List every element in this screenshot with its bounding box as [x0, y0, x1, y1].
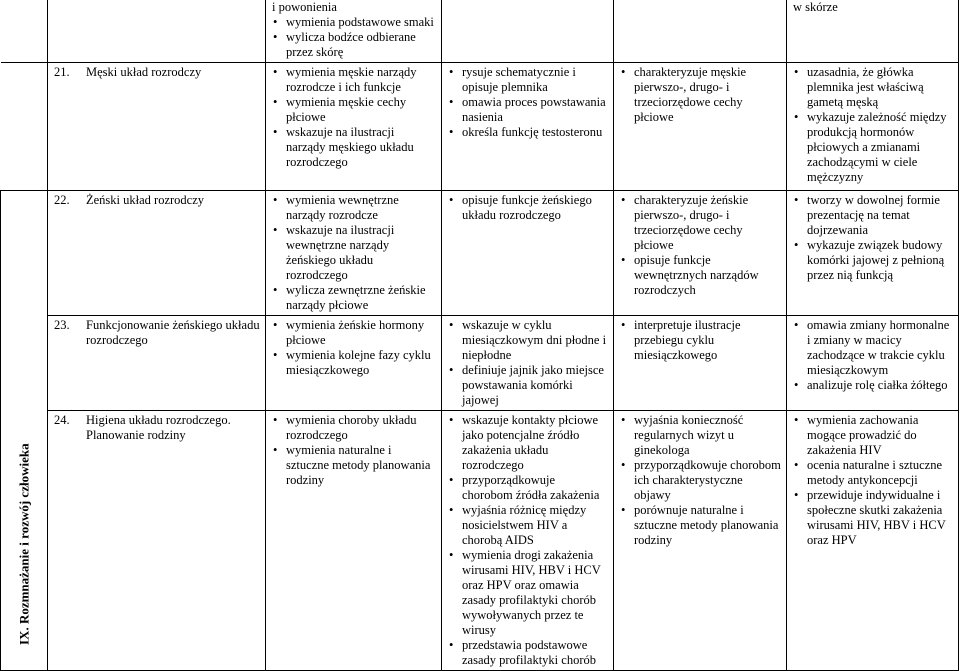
- table-row-continuation: [1, 0, 959, 63]
- list-item: • wskazuje w cyklu miesiączkowym dni płodne i niepłodne: [462, 318, 608, 363]
- requirements-extended: [442, 63, 614, 191]
- list-item: • wymienia wewnętrzne narządy rozrodcze: [286, 193, 436, 223]
- list-item: • wymienia męskie cechy płciowe: [286, 95, 436, 125]
- list-item: • opisuje funkcje wewnętrznych narządów rozrodczych: [634, 253, 781, 298]
- requirements-advanced: [614, 411, 787, 671]
- list-item: • przyporządkowuje chorobom źródła zakażenia: [462, 473, 608, 503]
- topic-cell: [48, 411, 266, 671]
- list-item: • wykazuje związek budowy komórki jajowej z pełnioną przez nią funkcją: [807, 238, 953, 283]
- requirements-basic: [266, 191, 442, 316]
- topic-number: 21.: [54, 65, 70, 79]
- list-item: • wskazuje kontakty płciowe jako potencjalne źródło zakażenia układu rozrodczego: [462, 413, 608, 473]
- table-row: [1, 316, 959, 411]
- list-item: • opisuje funkcje żeńskiego układu rozrodczego: [462, 193, 608, 223]
- list-item: • charakteryzuje męskie pierwszo-, drugo- i trzeciorzędowe cechy płciowe: [634, 65, 781, 125]
- requirements-advanced: [614, 316, 787, 411]
- requirements-basic: [266, 411, 442, 671]
- list-item: • uzasadnia, że główka plemnika jest właściwą gametą męską: [807, 65, 953, 110]
- list-item: • wymienia drogi zakażenia wirusami HIV, HBV i HCV oraz HPV oraz omawia zasady profilaktyki chorób wywoływanych przez te wirusy: [462, 548, 608, 638]
- list-item: • wymienia męskie narządy rozrodcze i ich funkcje: [286, 65, 436, 95]
- requirements-extended: [442, 316, 614, 411]
- list-item: • rysuje schematycznie i opisuje plemnika: [462, 65, 608, 95]
- continuation-text: w skórze: [793, 0, 838, 14]
- list-item: • wymienia naturalne i sztuczne metody planowania rodziny: [286, 443, 436, 488]
- topic-number: 22.: [54, 193, 70, 207]
- list-item: • wylicza zewnętrzne żeńskie narządy płciowe: [286, 283, 436, 313]
- requirements-basic: [266, 63, 442, 191]
- list-item: • ocenia naturalne i sztuczne metody antykoncepcji: [807, 458, 953, 488]
- requirements-extended: [442, 411, 614, 671]
- list-item: • wyjaśnia różnicę między nosicielstwem HIV a chorobą AIDS: [462, 503, 608, 548]
- list-item: • analizuje rolę ciałka żółtego: [807, 378, 953, 393]
- requirements-excellent: [787, 316, 959, 411]
- requirements-extended: [442, 191, 614, 316]
- list-item: • wyjaśnia konieczność regularnych wizyt u ginekologa: [634, 413, 781, 458]
- list-item: • wylicza bodźce odbierane przez skórę: [286, 30, 436, 60]
- requirements-excellent: [787, 411, 959, 671]
- list-item: • definiuje jajnik jako miejsce powstawania komórki jajowej: [462, 363, 608, 408]
- list-item: • omawia proces powstawania nasienia: [462, 95, 608, 125]
- list-item: • charakteryzuje żeńskie pierwszo-, drugo- i trzeciorzędowe cechy płciowe: [634, 193, 781, 253]
- table-row: [1, 191, 959, 316]
- topic-title: Higiena układu rozrodczego. Planowanie rodziny: [86, 413, 231, 442]
- list-item: • wymienia choroby układu rozrodczego: [286, 413, 436, 443]
- section-label: IX. Rozmnażanie i rozwój człowieka: [16, 443, 32, 645]
- section-cell: [1, 191, 48, 671]
- list-item: • wymienia żeńskie hormony płciowe: [286, 318, 436, 348]
- list-item: • omawia zmiany hormonalne i zmiany w macicy zachodzące w trakcie cyklu miesiączkowym: [807, 318, 953, 378]
- topic-cell: [48, 191, 266, 316]
- topic-number: 23.: [54, 318, 70, 332]
- requirements-basic: [266, 316, 442, 411]
- list-item: • przedstawia podstawowe zasady profilaktyki chorób: [462, 638, 608, 668]
- requirements-excellent: [787, 63, 959, 191]
- table-row: [1, 63, 959, 191]
- list-item: • wymienia kolejne fazy cyklu miesiączkowego: [286, 348, 436, 378]
- continuation-cell-c1: [266, 0, 442, 63]
- list-item: • wskazuje na ilustracji wewnętrzne narządy żeńskiego układu rozrodczego: [286, 223, 436, 283]
- topic-title: Męski układ rozrodczy: [86, 65, 202, 79]
- list-item: • przewiduje indywidualne i społeczne skutki zakażenia wirusami HIV, HBV i HCV oraz HPV: [807, 488, 953, 548]
- list-item: • wymienia podstawowe smaki: [286, 15, 436, 30]
- continuation-text: i powonienia: [272, 0, 337, 14]
- list-item: • wskazuje na ilustracji narządy męskiego układu rozrodczego: [286, 125, 436, 170]
- continuation-cell-c4: [787, 0, 959, 63]
- list-item: • określa funkcję testosteronu: [462, 125, 608, 140]
- list-item: • wymienia zachowania mogące prowadzić do zakażenia HIV: [807, 413, 953, 458]
- topic-number: 24.: [54, 413, 70, 427]
- topic-title: Funkcjonowanie żeńskiego układu rozrodczego: [86, 318, 260, 347]
- list-item: • porównuje naturalne i sztuczne metody planowania rodziny: [634, 503, 781, 548]
- list-item: • interpretuje ilustracje przebiegu cyklu miesiączkowego: [634, 318, 781, 363]
- topic-title: Żeński układ rozrodczy: [86, 193, 205, 207]
- list-item: • wykazuje zależność między produkcją hormonów płciowych a zmianami zachodzącymi w ciele mężczyzny: [807, 110, 953, 185]
- topic-cell: [48, 316, 266, 411]
- topic-cell: [48, 63, 266, 191]
- requirements-excellent: [787, 191, 959, 316]
- list-item: • przyporządkowuje chorobom ich charakterystyczne objawy: [634, 458, 781, 503]
- table-row: [1, 411, 959, 671]
- requirements-advanced: [614, 191, 787, 316]
- requirements-advanced: [614, 63, 787, 191]
- list-item: • tworzy w dowolnej formie prezentację na temat dojrzewania: [807, 193, 953, 238]
